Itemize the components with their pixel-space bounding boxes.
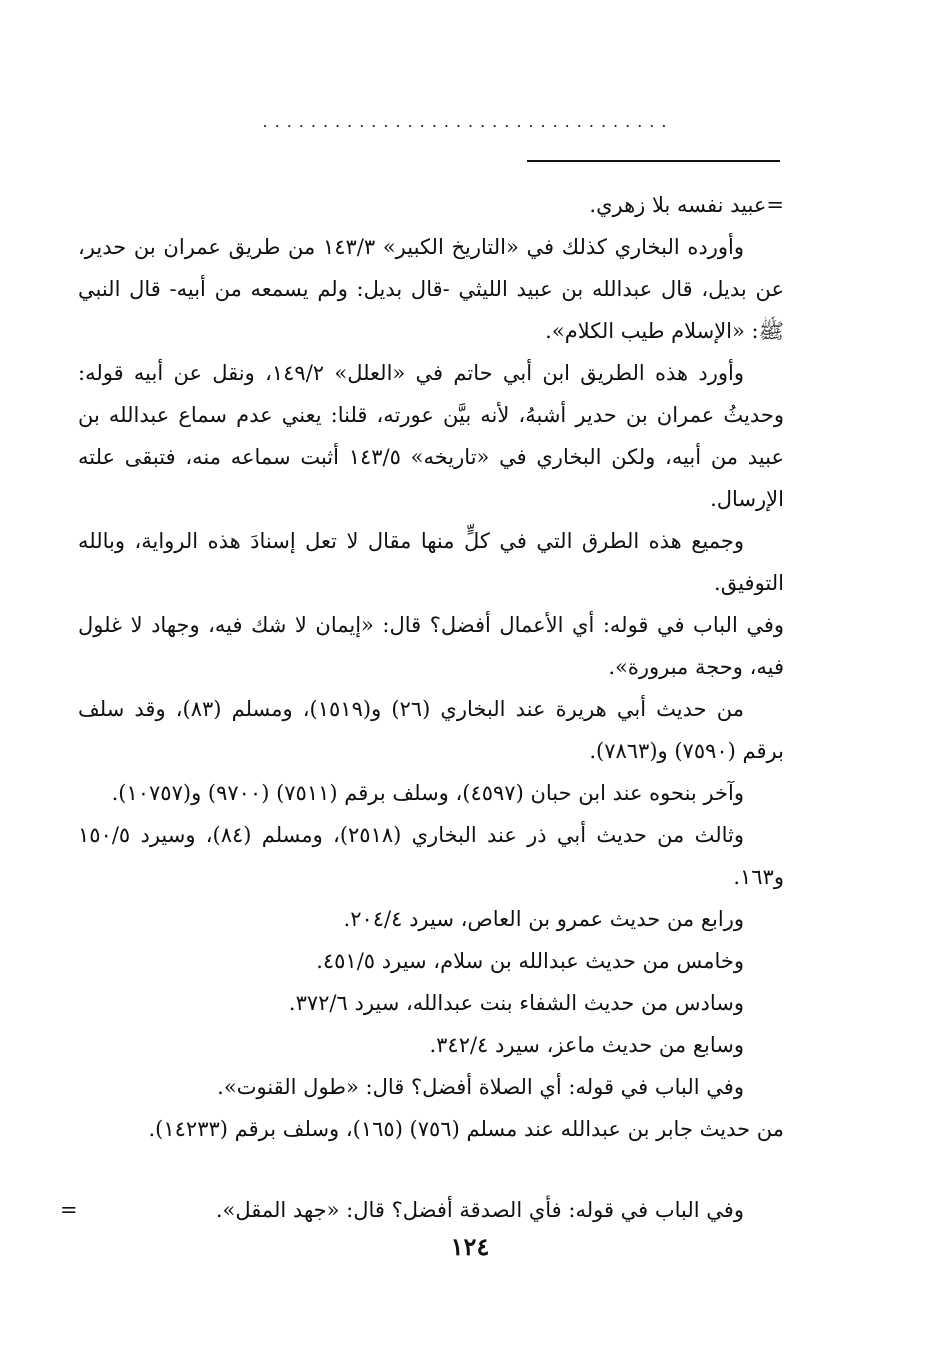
paragraph-fifth: وخامس من حديث عبدالله بن سلام، سيرد ٤٥١/٥.: [316, 949, 744, 973]
footnote-body: [78, 184, 784, 1150]
paragraph-best-charity: وفي الباب في قوله: فأي الصدقة أفضل؟ قال: «جهد المقل».: [215, 1198, 744, 1222]
last-line-row: [60, 1189, 784, 1231]
paragraph-best-deeds: وفي الباب في قوله: أي الأعمال أفضل؟ قال: «إيمان لا شك فيه، وجهاد لا غلول فيه، وحجة مبرورة».: [78, 613, 784, 679]
paragraph-sixth: وسادس من حديث الشفاء بنت عبدالله، سيرد ٣٧٢/٦.: [288, 991, 744, 1015]
page-number: ١٢٤: [450, 1232, 490, 1261]
header-dotted-line: ..................................: [262, 112, 674, 131]
paragraph-abu-hurayra: من حديث أبي هريرة عند البخاري (٢٦) و(١٥١٩)، ومسلم (٨٣)، وقد سلف برقم (٧٥٩٠) و(٧٨٦٣).: [78, 697, 784, 763]
paragraph-bukhari-tarikh: وأورده البخاري كذلك في «التاريخ الكبير» ١٤٣/٣ من طريق عمران بن حدير، عن بديل، قال عبدالله بن عبيد الليثي -قال بديل: ولم يسمعه من أبيه- قال النبي ﷺ: «الإسلام طيب الكلام».: [78, 235, 784, 343]
paragraph-all-routes: وجميع هذه الطرق التي في كلٍّ منها مقال لا تعل إسنادَ هذه الرواية، وبالله التوفيق.: [78, 529, 784, 595]
paragraph-jabir: من حديث جابر بن عبدالله عند مسلم (٧٥٦) (١٦٥)، وسلف برقم (١٤٢٣٣).: [148, 1117, 784, 1141]
paragraph-ibn-hibban: وآخر بنحوه عند ابن حبان (٤٥٩٧)، وسلف برقم (٧٥١١) (٩٧٠٠) و(١٠٧٥٧).: [111, 781, 744, 805]
continuation-mark: =: [60, 1198, 78, 1222]
footnote-separator-rule: [527, 160, 780, 162]
paragraph-fourth: ورابع من حديث عمرو بن العاص، سيرد ٢٠٤/٤.: [343, 907, 744, 931]
paragraph-abu-dharr: وثالث من حديث أبي ذر عند البخاري (٢٥١٨)، ومسلم (٨٤)، وسيرد ١٥٠/٥ و١٦٣.: [78, 823, 784, 889]
paragraph-best-prayer: وفي الباب في قوله: أي الصلاة أفضل؟ قال: «طول القنوت».: [217, 1075, 744, 1099]
paragraph-seventh: وسابع من حديث ماعز، سيرد ٣٤٢/٤.: [429, 1033, 744, 1057]
paragraph-ibn-abi-hatim: وأورد هذه الطريق ابن أبي حاتم في «العلل» ١٤٩/٢، ونقل عن أبيه قوله: وحديثُ عمران بن حدير أشبهُ، لأنه بيَّن عورته، قلنا: يعني عدم سماع عبدالله بن عبيد من أبيه، ولكن البخاري في «تاريخه» ١٤٣/٥ أثبت سماعه منه، فتبقى علته الإرسال.: [78, 361, 784, 511]
paragraph-continuation: =عبيد نفسه بلا زهري.: [589, 193, 784, 217]
